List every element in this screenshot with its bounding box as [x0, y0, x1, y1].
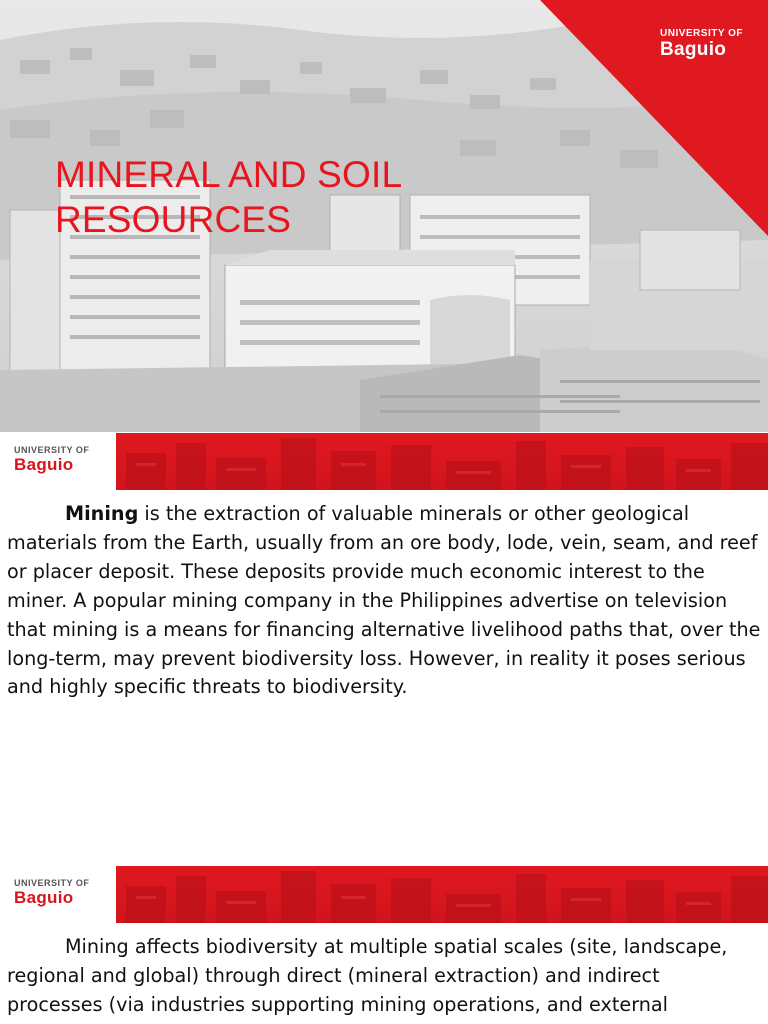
slide-header-banner-2 [0, 866, 768, 923]
slide-header-banner [0, 433, 768, 490]
mining-term: Mining [65, 502, 139, 525]
logo-top-text: UNIVERSITY OF [660, 28, 743, 39]
banner-city-texture [116, 433, 768, 490]
mining-definition-paragraph [7, 500, 761, 702]
mining-definition-text: is the extraction of valuable minerals or other geological materials from the Earth, usually from an ore body, lode, vein, seam, and reef or placer deposit. These deposits provide much economic interest to the miner. A popular mining company in the Philippines advertise on television that mining is a means for financing alternative livelihood paths that, over the long-term, may prevent biodiversity loss. However, in reality it poses serious and highly specific threats to biodiversity. [7, 502, 761, 699]
banner-city-texture-2 [116, 866, 768, 923]
mining-impact-paragraph [7, 933, 761, 1020]
title-slide [0, 0, 768, 432]
slide-title [55, 152, 402, 242]
university-logo [660, 29, 743, 59]
banner-logo-top-text: UNIVERSITY OF [14, 445, 90, 455]
slide-title-line1: MINERAL AND SOIL [55, 154, 403, 195]
slide-title-line2: RESOURCES [55, 199, 292, 240]
mining-impact-text: Mining affects biodiversity at multiple spatial scales (site, landscape, regional and global) through direct (mineral extraction) and indirect processes (via industries supporting mining operations, and external [7, 935, 728, 1016]
banner-logo-main-text: Baguio [14, 455, 74, 474]
banner-logo-top-text-2: UNIVERSITY OF [14, 878, 90, 888]
banner-university-logo [14, 446, 89, 473]
banner-university-logo-2 [14, 879, 89, 906]
logo-main-text: Baguio [660, 39, 727, 60]
banner-logo-main-text-2: Baguio [14, 888, 74, 907]
